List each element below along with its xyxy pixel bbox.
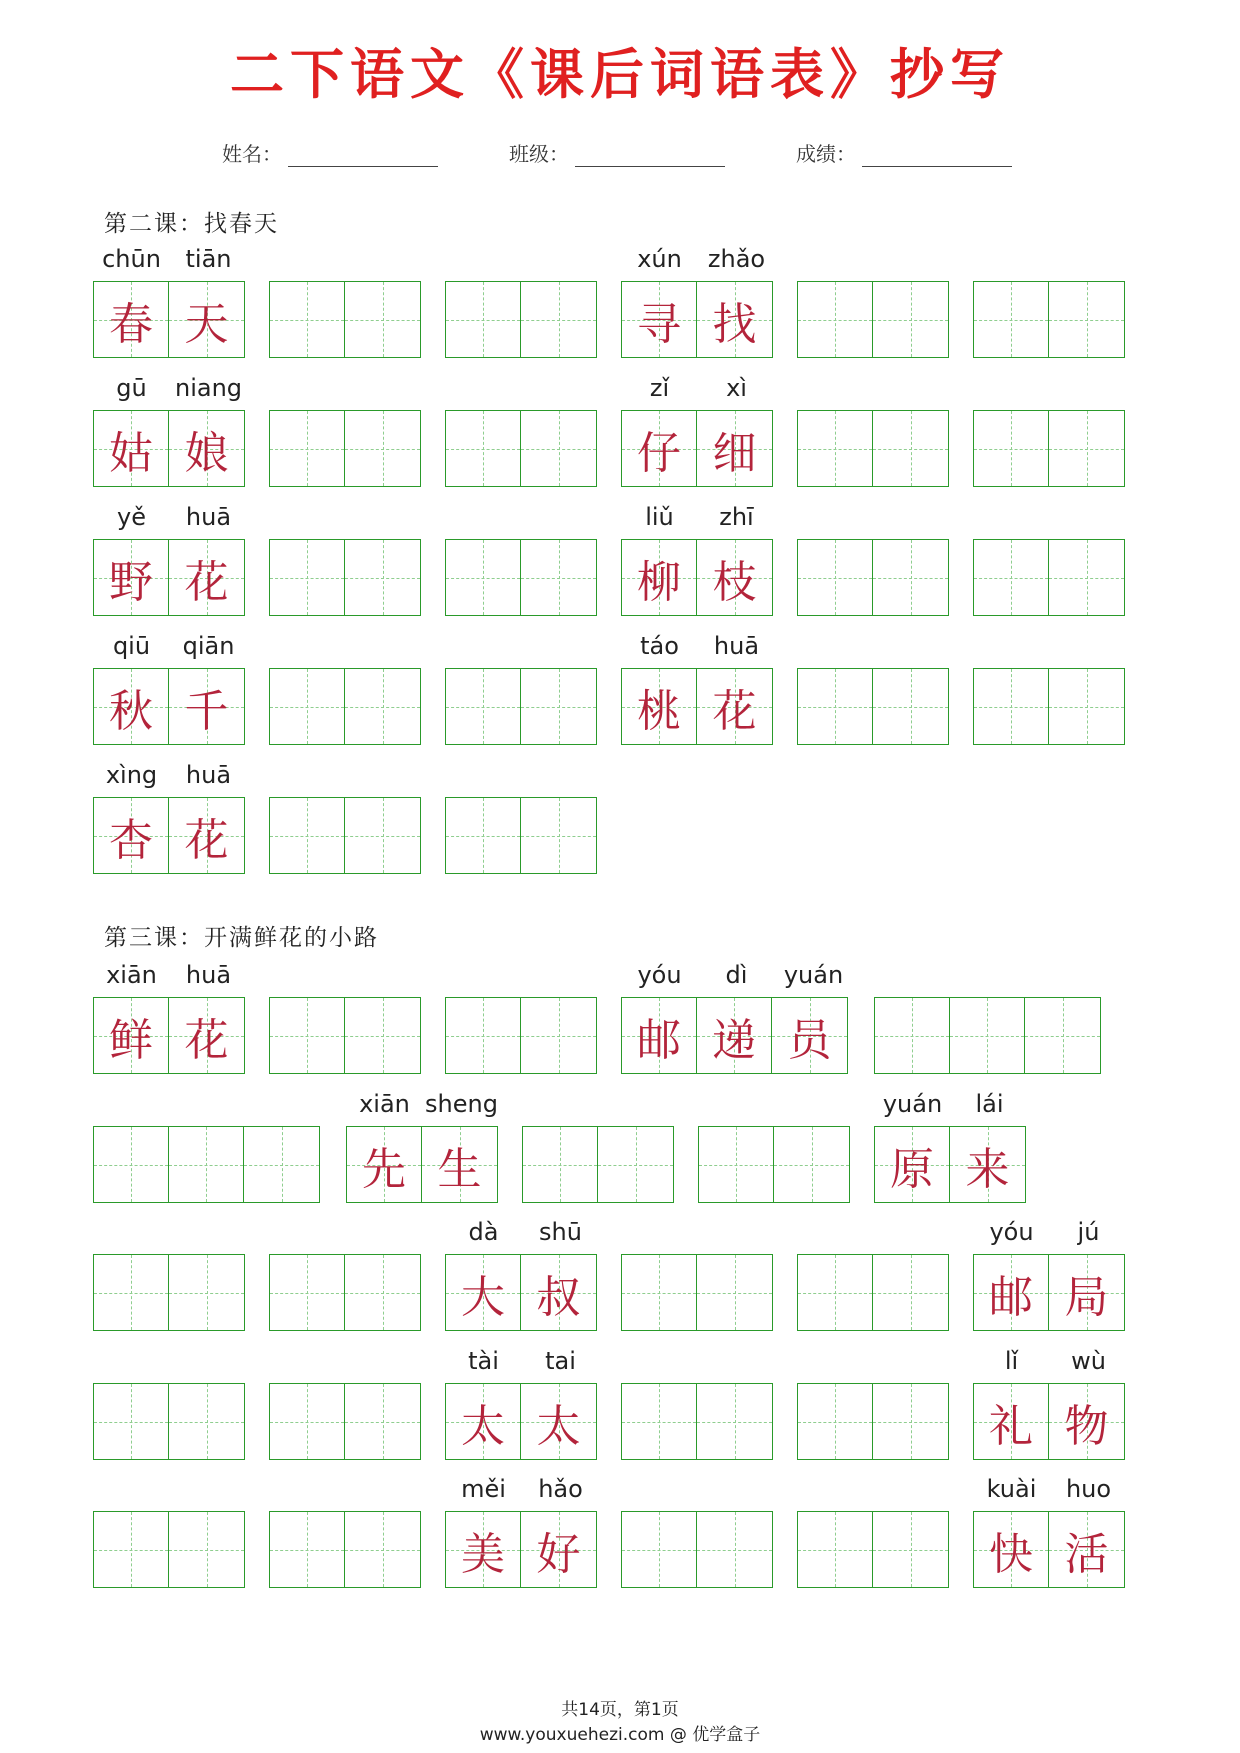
grid-cell[interactable]: [446, 669, 521, 744]
score-field[interactable]: [796, 138, 1012, 167]
practice-box[interactable]: [973, 281, 1125, 358]
grid-cell[interactable]: [1049, 411, 1124, 486]
practice-box[interactable]: [797, 1254, 949, 1331]
grid-cell[interactable]: [873, 1384, 948, 1459]
model-character: 秋: [109, 685, 153, 737]
practice-box[interactable]: [269, 668, 421, 745]
practice-box[interactable]: [522, 1126, 674, 1203]
word-box: [93, 961, 245, 1074]
word-box: [973, 1347, 1125, 1460]
grid-cell[interactable]: [798, 1384, 873, 1459]
grid-cell: [521, 1255, 596, 1330]
grid-cell[interactable]: [974, 282, 1049, 357]
grid-cell[interactable]: [345, 1384, 420, 1459]
model-character: 柳: [637, 556, 681, 608]
grid-cell[interactable]: [974, 669, 1049, 744]
grid-cell[interactable]: [523, 1127, 598, 1202]
grid-cell[interactable]: [270, 998, 345, 1073]
model-character: 局: [1064, 1271, 1109, 1323]
practice-box[interactable]: [621, 1254, 773, 1331]
practice-box[interactable]: [621, 1511, 773, 1588]
practice-box[interactable]: [973, 539, 1125, 616]
practice-box[interactable]: [93, 1383, 245, 1460]
model-character: 递: [712, 1014, 756, 1066]
grid-cell: [169, 540, 244, 615]
site-watermark: www.youxuehezi.com @ 优学盒子: [479, 1725, 761, 1745]
word-box: [445, 1475, 597, 1588]
grid-cell[interactable]: [873, 1512, 948, 1587]
pinyin-syllable: huā: [185, 503, 232, 531]
grid-cell: [697, 998, 772, 1073]
model-character: 好: [536, 1528, 581, 1580]
grid-cell: [622, 411, 697, 486]
practice-box[interactable]: [269, 1254, 421, 1331]
model-character: 员: [787, 1014, 832, 1066]
word-box: [621, 374, 773, 487]
model-character: 寻: [637, 298, 681, 350]
pinyin-syllable: tai: [545, 1347, 576, 1375]
model-character: 找: [712, 298, 757, 350]
pinyin-syllable: dà: [468, 1218, 499, 1246]
grid-cell: [950, 1127, 1025, 1202]
grid-cell: [169, 669, 244, 744]
grid-cell[interactable]: [598, 1127, 673, 1202]
model-character: 太: [461, 1400, 505, 1452]
grid-cell[interactable]: [950, 998, 1025, 1073]
model-character: 桃: [637, 685, 681, 737]
model-character: 姑: [109, 427, 153, 479]
model-character: 生: [437, 1143, 482, 1195]
pinyin-syllable: lái: [975, 1090, 1004, 1118]
practice-box[interactable]: [269, 539, 421, 616]
pinyin-syllable: liǔ: [645, 503, 674, 531]
grid-cell: [974, 1255, 1049, 1330]
word-box: [621, 245, 773, 358]
grid-cell[interactable]: [270, 540, 345, 615]
grid-cell[interactable]: [169, 1127, 244, 1202]
grid-cell[interactable]: [521, 798, 596, 873]
practice-box[interactable]: [445, 997, 597, 1074]
grid-cell: [94, 669, 169, 744]
name-field[interactable]: [222, 138, 438, 167]
grid-cell[interactable]: [446, 998, 521, 1073]
pinyin-syllable: qiān: [182, 632, 235, 660]
pinyin-syllable: shū: [539, 1218, 582, 1246]
score-label: 成绩：: [796, 142, 856, 166]
grid-cell[interactable]: [446, 540, 521, 615]
grid-cell[interactable]: [1049, 540, 1124, 615]
practice-box[interactable]: [797, 539, 949, 616]
grid-cell: [94, 798, 169, 873]
grid-cell: [169, 998, 244, 1073]
grid-cell: [94, 540, 169, 615]
grid-cell: [697, 282, 772, 357]
grid-cell[interactable]: [345, 1255, 420, 1330]
model-character: 仔: [637, 427, 681, 479]
grid-cell: [1049, 1255, 1124, 1330]
practice-box[interactable]: [269, 997, 421, 1074]
pinyin-syllable: huā: [185, 761, 232, 789]
grid-cell: [446, 1255, 521, 1330]
word-box: [346, 1090, 498, 1203]
student-info-row: [0, 138, 1240, 178]
model-character: 邮: [989, 1271, 1033, 1323]
pinyin-syllable: zǐ: [649, 374, 670, 402]
word-box: [445, 1347, 597, 1460]
practice-box[interactable]: [797, 281, 949, 358]
word-box: [93, 761, 245, 874]
grid-cell[interactable]: [345, 540, 420, 615]
grid-cell[interactable]: [446, 411, 521, 486]
class-label: 班级：: [509, 142, 569, 166]
word-box: [621, 503, 773, 616]
grid-cell[interactable]: [873, 540, 948, 615]
practice-box[interactable]: [973, 410, 1125, 487]
pinyin-syllable: kuài: [986, 1475, 1037, 1503]
pinyin-syllable: chūn: [102, 245, 161, 273]
grid-cell[interactable]: [798, 540, 873, 615]
word-box: [93, 374, 245, 487]
section-title-lesson-2: 第二课：找春天: [104, 211, 279, 237]
pinyin-syllable: hǎo: [538, 1475, 583, 1503]
pinyin-syllable: gū: [116, 374, 147, 402]
grid-cell[interactable]: [94, 1255, 169, 1330]
grid-cell: [422, 1127, 497, 1202]
grid-cell: [521, 1384, 596, 1459]
pinyin-syllable: huā: [185, 961, 232, 989]
pinyin-syllable: yuán: [783, 961, 844, 989]
word-box: [973, 1475, 1125, 1588]
grid-cell: [94, 411, 169, 486]
grid-cell[interactable]: [873, 282, 948, 357]
practice-box[interactable]: [269, 1383, 421, 1460]
grid-cell[interactable]: [244, 1127, 319, 1202]
grid-cell: [622, 669, 697, 744]
grid-cell[interactable]: [699, 1127, 774, 1202]
word-box: [445, 1218, 597, 1331]
pinyin-syllable: yóu: [989, 1218, 1034, 1246]
model-character: 杏: [109, 814, 153, 866]
pinyin-syllable: wù: [1071, 1347, 1106, 1375]
grid-cell[interactable]: [521, 540, 596, 615]
model-character: 细: [712, 427, 757, 479]
pinyin-syllable: xì: [726, 374, 747, 402]
word-box: [973, 1218, 1125, 1331]
name-blank[interactable]: [288, 144, 438, 167]
model-character: 礼: [989, 1400, 1033, 1452]
pinyin-syllable: huo: [1065, 1475, 1112, 1503]
grid-cell[interactable]: [345, 798, 420, 873]
practice-box[interactable]: [93, 1254, 245, 1331]
practice-box[interactable]: [797, 668, 949, 745]
grid-cell[interactable]: [622, 1255, 697, 1330]
pinyin-syllable: xiān: [106, 961, 157, 989]
grid-cell: [446, 1512, 521, 1587]
practice-box[interactable]: [269, 797, 421, 874]
grid-cell: [622, 540, 697, 615]
model-character: 枝: [712, 556, 757, 608]
grid-cell: [347, 1127, 422, 1202]
grid-cell[interactable]: [1049, 669, 1124, 744]
grid-cell: [697, 411, 772, 486]
grid-cell[interactable]: [94, 1512, 169, 1587]
grid-cell[interactable]: [446, 798, 521, 873]
grid-cell: [875, 1127, 950, 1202]
word-box: [621, 961, 848, 1074]
grid-cell[interactable]: [873, 411, 948, 486]
grid-cell[interactable]: [169, 1512, 244, 1587]
model-character: 花: [184, 1014, 229, 1066]
grid-cell[interactable]: [94, 1127, 169, 1202]
grid-cell[interactable]: [270, 1512, 345, 1587]
word-box: [874, 1090, 1026, 1203]
grid-cell[interactable]: [798, 411, 873, 486]
grid-cell[interactable]: [270, 669, 345, 744]
grid-cell[interactable]: [521, 998, 596, 1073]
grid-cell[interactable]: [697, 1512, 772, 1587]
grid-cell: [622, 282, 697, 357]
pinyin-syllable: zhī: [719, 503, 754, 531]
pinyin-syllable: huā: [713, 632, 760, 660]
grid-cell: [169, 411, 244, 486]
grid-cell[interactable]: [875, 998, 950, 1073]
grid-cell[interactable]: [873, 669, 948, 744]
pinyin-syllable: yuán: [882, 1090, 943, 1118]
model-character: 野: [109, 556, 153, 608]
model-character: 鲜: [109, 1014, 153, 1066]
grid-cell[interactable]: [521, 669, 596, 744]
grid-cell[interactable]: [345, 411, 420, 486]
model-character: 先: [362, 1143, 406, 1195]
grid-cell: [94, 998, 169, 1073]
pinyin-syllable: xún: [637, 245, 682, 273]
grid-cell[interactable]: [1049, 282, 1124, 357]
model-character: 美: [461, 1528, 505, 1580]
grid-cell[interactable]: [169, 1384, 244, 1459]
grid-cell[interactable]: [697, 1384, 772, 1459]
pinyin-syllable: dì: [725, 961, 748, 989]
grid-cell: [697, 540, 772, 615]
practice-box[interactable]: [797, 410, 949, 487]
grid-cell: [622, 998, 697, 1073]
page-counter: 共14页，第1页: [561, 1700, 679, 1720]
score-blank[interactable]: [862, 144, 1012, 167]
grid-cell[interactable]: [345, 669, 420, 744]
grid-cell: [521, 1512, 596, 1587]
grid-cell[interactable]: [798, 1255, 873, 1330]
class-field[interactable]: [509, 138, 725, 167]
practice-box[interactable]: [445, 797, 597, 874]
model-character: 来: [965, 1143, 1010, 1195]
pinyin-syllable: lǐ: [1004, 1347, 1019, 1375]
pinyin-syllable: yě: [117, 503, 146, 531]
model-character: 物: [1064, 1400, 1109, 1452]
model-character: 原: [890, 1143, 934, 1195]
grid-cell[interactable]: [974, 540, 1049, 615]
grid-cell: [1049, 1384, 1124, 1459]
grid-cell[interactable]: [622, 1512, 697, 1587]
pinyin-syllable: xiān: [359, 1090, 410, 1118]
word-box: [93, 245, 245, 358]
model-character: 邮: [637, 1014, 681, 1066]
pinyin-syllable: yóu: [637, 961, 682, 989]
practice-box[interactable]: [445, 668, 597, 745]
practice-box[interactable]: [797, 1511, 949, 1588]
word-box: [93, 503, 245, 616]
class-blank[interactable]: [575, 144, 725, 167]
model-character: 春: [109, 298, 153, 350]
grid-cell[interactable]: [94, 1384, 169, 1459]
grid-cell: [169, 282, 244, 357]
pinyin-syllable: qiū: [112, 632, 151, 660]
word-box: [621, 632, 773, 745]
grid-cell[interactable]: [798, 282, 873, 357]
practice-box[interactable]: [698, 1126, 850, 1203]
grid-cell: [94, 282, 169, 357]
grid-cell[interactable]: [270, 798, 345, 873]
section-title-lesson-3: 第三课：开满鲜花的小路: [104, 925, 379, 951]
grid-cell[interactable]: [169, 1255, 244, 1330]
grid-cell: [169, 798, 244, 873]
pinyin-syllable: tài: [468, 1347, 499, 1375]
name-label: 姓名：: [222, 142, 282, 166]
model-character: 花: [712, 685, 757, 737]
pinyin-syllable: jú: [1077, 1218, 1100, 1246]
practice-box[interactable]: [93, 1511, 245, 1588]
word-box: [93, 632, 245, 745]
grid-cell: [1049, 1512, 1124, 1587]
model-character: 大: [461, 1271, 505, 1323]
pinyin-syllable: xìng: [105, 761, 158, 789]
grid-cell: [697, 669, 772, 744]
grid-cell[interactable]: [798, 1512, 873, 1587]
grid-cell[interactable]: [270, 411, 345, 486]
practice-box[interactable]: [269, 410, 421, 487]
pinyin-syllable: tiān: [185, 245, 232, 273]
grid-cell[interactable]: [873, 1255, 948, 1330]
practice-box[interactable]: [973, 668, 1125, 745]
pinyin-syllable: měi: [461, 1475, 506, 1503]
grid-cell[interactable]: [521, 411, 596, 486]
practice-box[interactable]: [445, 539, 597, 616]
model-character: 太: [536, 1400, 581, 1452]
model-character: 花: [184, 814, 229, 866]
grid-cell[interactable]: [345, 998, 420, 1073]
grid-cell[interactable]: [798, 669, 873, 744]
model-character: 快: [989, 1528, 1033, 1580]
model-character: 千: [184, 685, 229, 737]
grid-cell[interactable]: [345, 282, 420, 357]
page-title: 二下语文《课后词语表》抄写: [230, 42, 1010, 106]
practice-box[interactable]: [445, 410, 597, 487]
grid-cell[interactable]: [774, 1127, 849, 1202]
grid-cell[interactable]: [270, 282, 345, 357]
model-character: 活: [1064, 1528, 1109, 1580]
grid-cell: [974, 1512, 1049, 1587]
grid-cell: [974, 1384, 1049, 1459]
grid-cell[interactable]: [521, 282, 596, 357]
grid-cell[interactable]: [270, 1384, 345, 1459]
grid-cell[interactable]: [697, 1255, 772, 1330]
grid-cell: [446, 1384, 521, 1459]
practice-box[interactable]: [621, 1383, 773, 1460]
model-character: 娘: [184, 427, 229, 479]
pinyin-syllable: sheng: [425, 1090, 498, 1118]
model-character: 叔: [536, 1271, 581, 1323]
grid-cell[interactable]: [270, 1255, 345, 1330]
pinyin-syllable: zhǎo: [707, 245, 766, 273]
practice-box[interactable]: [445, 281, 597, 358]
grid-cell[interactable]: [1025, 998, 1100, 1073]
model-character: 天: [184, 298, 229, 350]
practice-box[interactable]: [93, 1126, 320, 1203]
pinyin-syllable: táo: [640, 632, 679, 660]
practice-box[interactable]: [797, 1383, 949, 1460]
grid-cell[interactable]: [622, 1384, 697, 1459]
grid-cell[interactable]: [345, 1512, 420, 1587]
practice-box[interactable]: [269, 1511, 421, 1588]
practice-box[interactable]: [269, 281, 421, 358]
grid-cell[interactable]: [446, 282, 521, 357]
grid-cell[interactable]: [974, 411, 1049, 486]
pinyin-syllable: niang: [174, 374, 243, 402]
model-character: 花: [184, 556, 229, 608]
practice-box[interactable]: [874, 997, 1101, 1074]
grid-cell: [772, 998, 847, 1073]
